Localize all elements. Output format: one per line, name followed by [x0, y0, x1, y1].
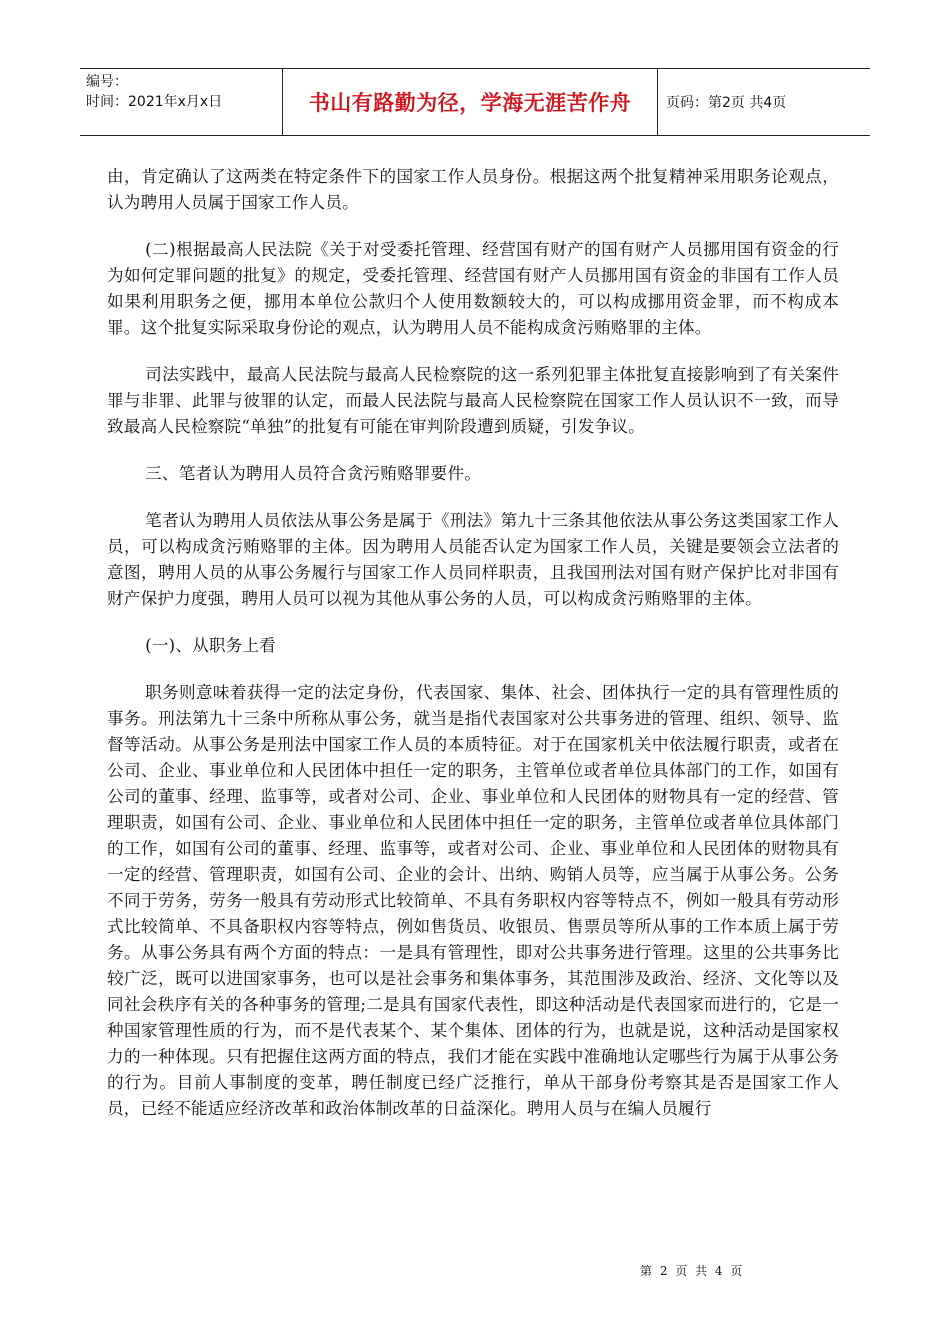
header-meta	[80, 69, 283, 135]
section-heading: 三、笔者认为聘用人员符合贪污贿赂罪要件。	[145, 464, 482, 483]
document-body	[107, 164, 839, 1143]
document-number-label: 编号：	[86, 74, 128, 90]
header-motto: 书山有路勤为径，学海无涯苦作舟	[283, 69, 658, 135]
paragraph: 司法实践中，最高人民法院与最高人民检察院的这一系列犯罪主体批复直接影响到了有关案件罪与非罪、此罪与彼罪的认定，而最人民法院与最高人民检察院在国家工作人员认识不一致，而导致最高人民检察院“单独”的批复有可能在审判阶段遭到质疑，引发争议。	[107, 365, 839, 436]
paragraph: 职务则意味着获得一定的法定身份，代表国家、集体、社会、团体执行一定的具有管理性质的事务。刑法第九十三条中所称从事公务，就当是指代表国家对公共事务进的管理、组织、领导、监督等活动。从事公务是刑法中国家工作人员的本质特征。对于在国家机关中依法履行职责，或者在公司、企业、事业单位和人民团体中担任一定的职务，主管单位或者单位具体部门的工作，如国有公司的董事、经理、监事等，或者对公司、企业、事业单位和人民团体的财物具有一定的经营、管理职责，如国有公司、企业、事业单位和人民团体中担任一定的职务，主管单位或者单位具体部门的工作，如国有公司的董事、经理、监事等，或者对公司、企业、事业单位和人民团体的财物具有一定的经营、管理职责，如国有公司、企业的会计、出纳、购销人员等，应当属于从事公务。公务不同于劳务，劳务一般具有劳动形式比较简单、不具有务职权内容等特点不，例如一般具有劳动形式比较简单、不具备职权内容等特点，例如售货员、收银员、售票员等所从事的工作本质上属于劳务。从事公务具有两个方面的特点：一是具有管理性，即对公共事务进行管理。这里的公共事务比较广泛，既可以进国家事务，也可以是社会事务和集体事务，其范围涉及政治、经济、文化等以及同社会秩序有关的各种事务的管理;二是具有国家代表性，即这种活动是代表国家而进行的，它是一种国家管理性质的行为，而不是代表某个、某个集体、团体的行为，也就是说，这种活动是国家权力的一种体现。只有把握住这两方面的特点，我们才能在实践中准确地认定哪些行为属于从事公务的行为。目前人事制度的变革，聘任制度已经广泛推行，单从干部身份考察其是否是国家工作人员，已经不能适应经济改革和政治体制改革的日益深化。聘用人员与在编人员履行	[107, 683, 839, 1118]
paragraph: (二)根据最高人民法院《关于对受委托管理、经营国有财产的国有财产人员挪用国有资金的行为如何定罪问题的批复》的规定，受委托管理、经营国有财产人员挪用国有资金的非国有工作人员如果利用职务之便，挪用本单位公款归个人使用数额较大的，可以构成挪用资金罪，而不构成本罪。这个批复实际采取身份论的观点，认为聘用人员不能构成贪污贿赂罪的主体。	[107, 240, 839, 337]
document-header	[80, 68, 870, 136]
subsection-heading: (一)、从职务上看	[145, 636, 277, 655]
paragraph: 笔者认为聘用人员依法从事公务是属于《刑法》第九十三条其他依法从事公务这类国家工作人员，可以构成贪污贿赂罪的主体。因为聘用人员能否认定为国家工作人员，关键是要领会立法者的意图，聘用人员的从事公务履行与国家工作人员同样职责，且我国刑法对国有财产保护比对非国有财产保护力度强，聘用人员可以视为其他从事公务的人员，可以构成贪污贿赂罪的主体。	[107, 511, 839, 608]
paragraph-continuation: 由，肯定确认了这两类在特定条件下的国家工作人员身份。根据这两个批复精神采用职务论观点，认为聘用人员属于国家工作人员。	[107, 167, 839, 212]
header-page-number: 页码：第2页 共4页	[666, 95, 787, 111]
document-date-label: 时间：2021年x月x日	[86, 94, 223, 110]
page-footer: 第 2 页 共 4 页	[640, 1264, 745, 1278]
